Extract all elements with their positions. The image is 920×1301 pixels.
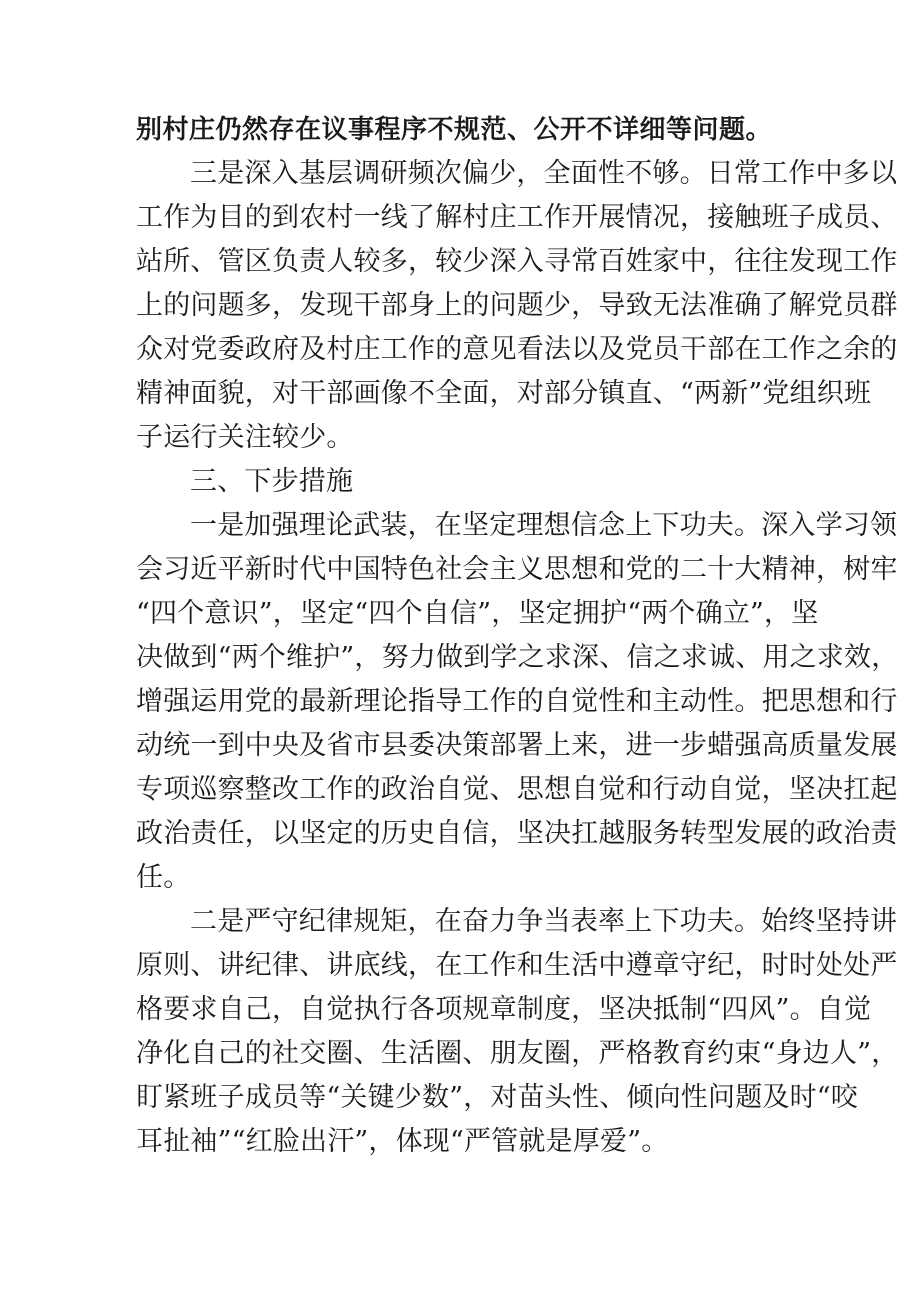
paragraph-line: 一是加强理论武装，在坚定理想信念上下功夫。深入学习领 bbox=[190, 510, 898, 541]
paragraph-line: 子运行关注较少。 bbox=[136, 422, 354, 453]
section-heading: 三、下步措施 bbox=[190, 466, 354, 497]
paragraph-line: 众对党委政府及村庄工作的意见看法以及党员干部在工作之余的 bbox=[136, 334, 898, 365]
paragraph-line: 工作为目的到农村一线了解村庄工作开展情况，接触班子成员、 bbox=[136, 202, 898, 233]
paragraph-line: 站所、管区负责人较多，较少深入寻常百姓家中，往往发现工作 bbox=[136, 246, 898, 277]
paragraph-line: 格要求自己，自觉执行各项规章制度，坚决抵制“四风”。自觉 bbox=[136, 994, 872, 1025]
paragraph-line: 耳扯袖”“红脸出汗”，体现“严管就是厚爱”。 bbox=[136, 1126, 669, 1157]
paragraph-line: 动统一到中央及省市县委决策部署上来，进一步蜡强高质量发展 bbox=[136, 730, 898, 761]
paragraph-line: 别村庄仍然存在议事程序不规范、公开不详细等问题。 bbox=[136, 115, 773, 145]
paragraph-line: “四个意识”，坚定“四个自信”，坚定拥护“两个确立”，坚 bbox=[136, 598, 819, 629]
paragraph-line: 三是深入基层调研频次偏少，全面性不够。日常工作中多以 bbox=[190, 158, 898, 189]
paragraph-line: 精神面貌，对干部画像不全面，对部分镇直、“两新”党组织班 bbox=[136, 378, 872, 409]
paragraph-line: 任。 bbox=[136, 862, 191, 893]
paragraph-line: 原则、讲纪律、讲底线，在工作和生活中遵章守纪，时时处处严 bbox=[136, 950, 898, 981]
paragraph-line: 决做到“两个维护”，努力做到学之求深、信之求诚、用之求效， bbox=[136, 642, 899, 673]
paragraph-line: 盯紧班子成员等“关键少数”，对苗头性、倾向性问题及时“咬 bbox=[136, 1082, 859, 1113]
paragraph-line: 增强运用党的最新理论指导工作的自觉性和主动性。把思想和行 bbox=[136, 686, 898, 717]
paragraph-line: 上的问题多，发现干部身上的问题少，导致无法准确了解党员群 bbox=[136, 290, 898, 321]
paragraph-line: 政治责任，以坚定的历史自信，坚决扛越服务转型发展的政治责 bbox=[136, 818, 898, 849]
paragraph-line: 会习近平新时代中国特色社会主义思想和党的二十大精神，树牢 bbox=[136, 554, 898, 585]
paragraph-line: 专项巡察整改工作的政治自觉、思想自觉和行动自觉，坚决扛起 bbox=[136, 774, 898, 805]
paragraph-line: 二是严守纪律规矩，在奋力争当表率上下功夫。始终坚持讲 bbox=[190, 906, 898, 937]
paragraph-line: 净化自己的社交圈、生活圈、朋友圈，严格教育约束“身边人”， bbox=[136, 1038, 899, 1069]
